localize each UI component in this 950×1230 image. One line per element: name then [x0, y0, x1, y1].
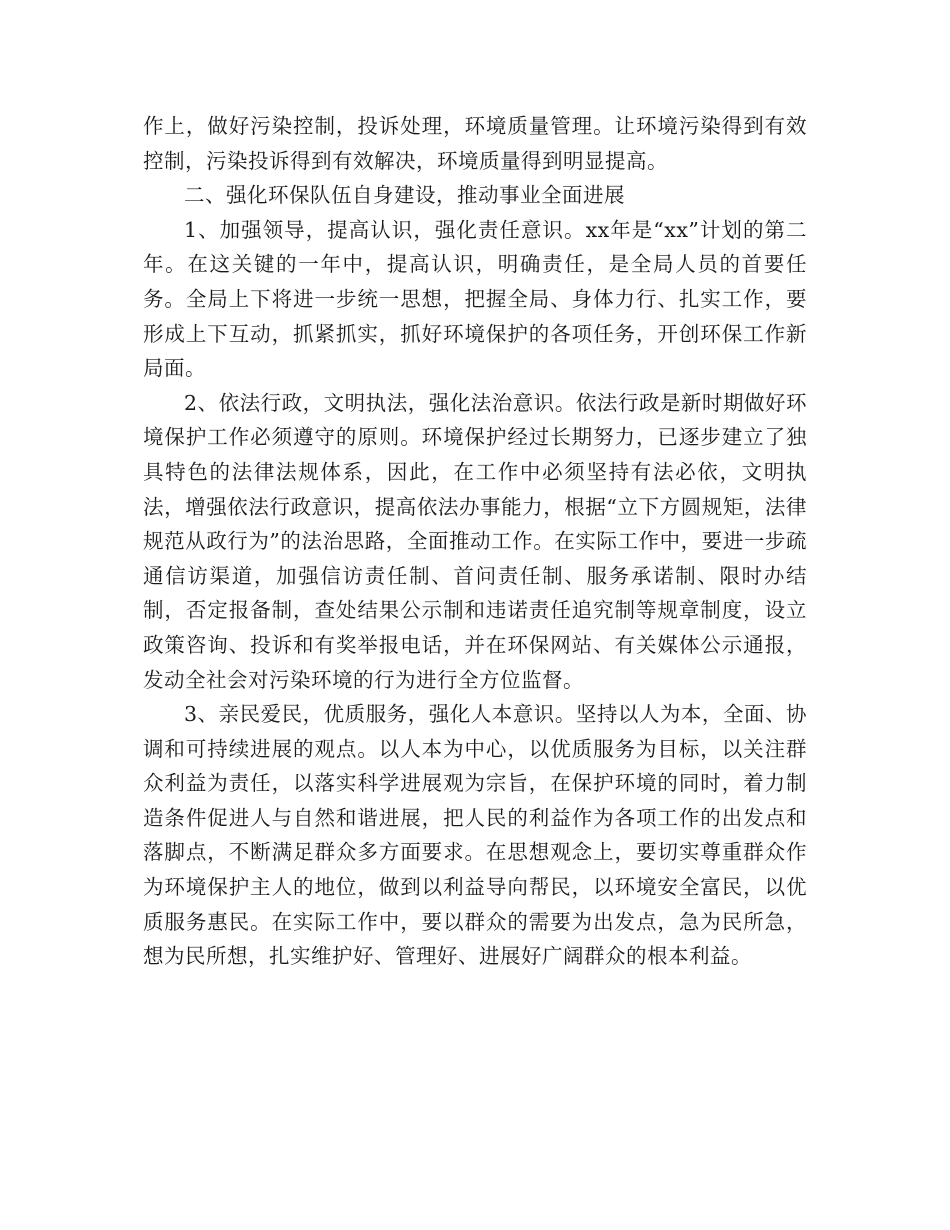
paragraph-continuation: 作上，做好污染控制，投诉处理，环境质量管理。让环境污染得到有效控制，污染投诉得到有效解决，环境质量得到明显提高。 [143, 114, 807, 173]
document-body [143, 109, 807, 974]
paragraph-item-1: 1、加强领导，提高认识，强化责任意识。xx年是“xx”计划的第二年。在这关键的一年中，提高认识，明确责任，是全局人员的首要任务。全局上下将进一步统一思想，把握全局、身体力行、扎实工作，要形成上下互动，抓紧抓实，抓好环境保护的各项任务，开创环保工作新局面。 [143, 217, 807, 381]
paragraph-item-2: 2、依法行政，文明执法，强化法治意识。依法行政是新时期做好环境保护工作必须遵守的原则。环境保护经过长期努力，已逐步建立了独具特色的法律法规体系，因此，在工作中必须坚持有法必依，文明执法，增强依法行政意识，提高依法办事能力，根据“立下方圆规矩，法律规范从政行为”的法治思路，全面推动工作。在实际工作中，要进一步疏通信访渠道，加强信访责任制、首问责任制、服务承诺制、限时办结制，否定报备制，查处结果公示制和违诺责任追究制等规章制度，设立政策咨询、投诉和有奖举报电话，并在环保网站、有关媒体公示通报，发动全社会对污染环境的行为进行全方位监督。 [143, 390, 807, 692]
section-heading: 二、强化环保队伍自身建设，推动事业全面进展 [184, 183, 625, 208]
paragraph-item-3: 3、亲民爱民，优质服务，强化人本意识。坚持以人为本，全面、协调和可持续进展的观点。以人本为中心，以优质服务为目标，以关注群众利益为责任，以落实科学进展观为宗旨，在保护环境的同时，着力制造条件促进人与自然和谐进展，把人民的利益作为各项工作的出发点和落脚点，不断满足群众多方面要求。在思想观念上，要切实尊重群众作为环境保护主人的地位，做到以利益导向帮民，以环境安全富民，以优质服务惠民。在实际工作中，要以群众的需要为出发点，急为民所急，想为民所想，扎实维护好、管理好、进展好广阔群众的根本利益。 [143, 702, 807, 969]
